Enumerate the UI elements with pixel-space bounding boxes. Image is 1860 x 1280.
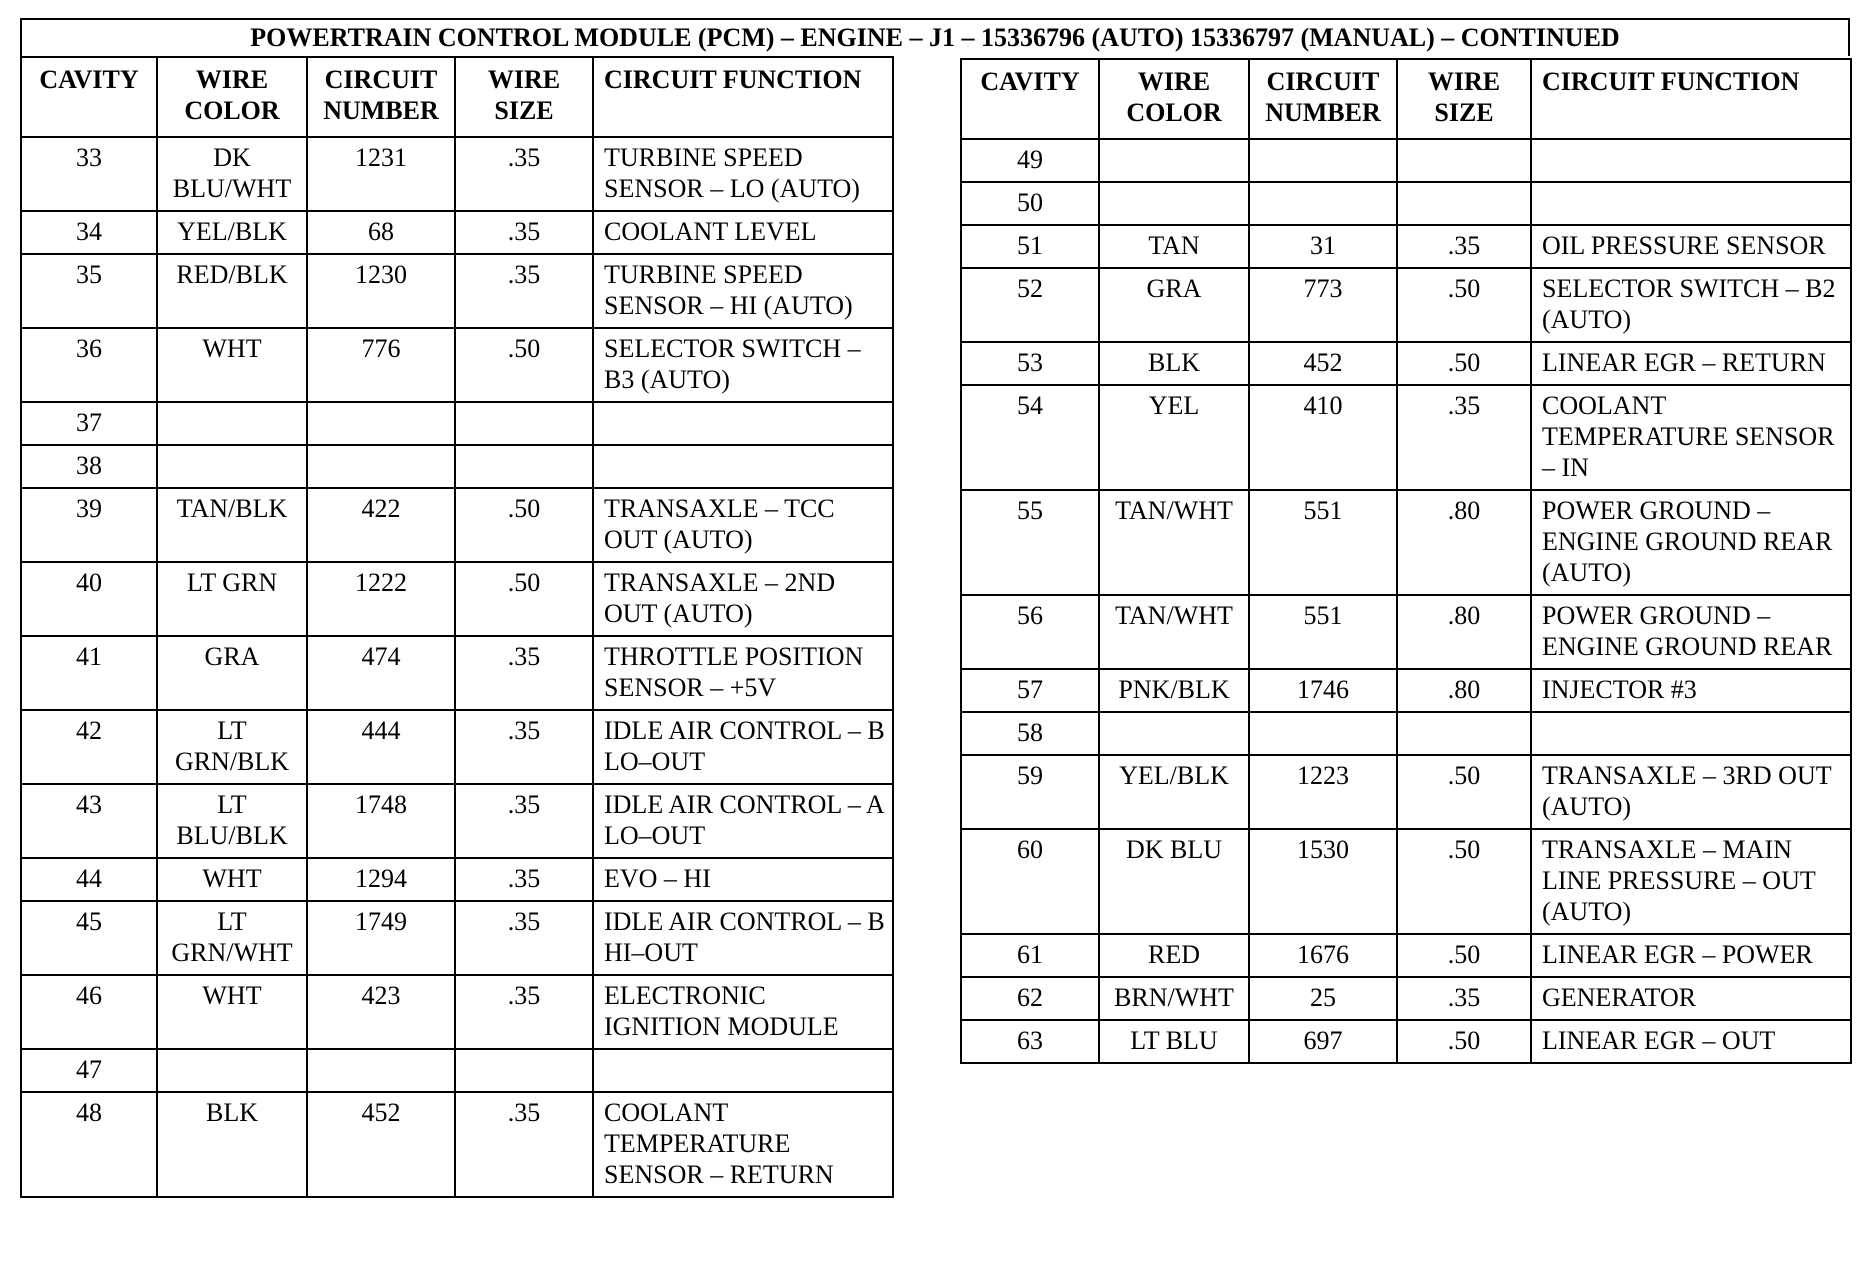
cell-wire-color: LT BLU/BLK (157, 784, 307, 858)
cell-circuit-number (1249, 139, 1397, 182)
cell-wire-size: .35 (455, 1092, 593, 1197)
table-row (21, 211, 893, 254)
cell-circuit-number: 1746 (1249, 669, 1397, 712)
cell-wire-size (1397, 182, 1531, 225)
cell-cavity: 37 (21, 402, 157, 445)
cell-cavity: 41 (21, 636, 157, 710)
cell-wire-color: DK BLU/WHT (157, 137, 307, 211)
cell-circuit-number: 551 (1249, 595, 1397, 669)
table-header-row (961, 59, 1851, 139)
cell-circuit-number: 1530 (1249, 829, 1397, 934)
cell-wire-size: .50 (455, 562, 593, 636)
cell-cavity: 45 (21, 901, 157, 975)
cell-cavity: 60 (961, 829, 1099, 934)
cell-wire-color: YEL/BLK (157, 211, 307, 254)
cell-wire-size: .50 (1397, 829, 1531, 934)
page-title: POWERTRAIN CONTROL MODULE (PCM) – ENGINE – J1 – 15336796 (AUTO) 15336797 (MANUAL) – CONTINUED (20, 18, 1850, 56)
cell-circuit-function: IDLE AIR CONTROL – B HI–OUT (593, 901, 893, 975)
table-row (21, 975, 893, 1049)
cell-wire-color (1099, 139, 1249, 182)
cell-wire-size: .35 (455, 254, 593, 328)
header-wire-size: WIRE SIZE (455, 57, 593, 137)
cell-wire-color (1099, 182, 1249, 225)
wiring-table-right (960, 58, 1852, 1064)
cell-wire-size: .50 (455, 488, 593, 562)
cell-wire-size: .50 (1397, 934, 1531, 977)
cell-cavity: 58 (961, 712, 1099, 755)
cell-wire-color: DK BLU (1099, 829, 1249, 934)
table-row (961, 182, 1851, 225)
header-circuit-function: CIRCUIT FUNCTION (593, 57, 893, 137)
table-row (21, 328, 893, 402)
cell-wire-size: .50 (455, 328, 593, 402)
table-row (21, 402, 893, 445)
header-wire-color: WIRE COLOR (157, 57, 307, 137)
header-circuit-number: CIRCUIT NUMBER (307, 57, 455, 137)
cell-circuit-function: GENERATOR (1531, 977, 1851, 1020)
cell-wire-color: GRA (157, 636, 307, 710)
cell-circuit-function: TRANSAXLE – TCC OUT (AUTO) (593, 488, 893, 562)
cell-circuit-number (307, 402, 455, 445)
cell-wire-color: TAN/WHT (1099, 490, 1249, 595)
table-row (961, 977, 1851, 1020)
table-row (21, 784, 893, 858)
cell-wire-size: .80 (1397, 669, 1531, 712)
cell-wire-color: WHT (157, 328, 307, 402)
table-row (961, 1020, 1851, 1063)
header-circuit-function: CIRCUIT FUNCTION (1531, 59, 1851, 139)
cell-wire-size: .35 (1397, 977, 1531, 1020)
cell-circuit-number: 31 (1249, 225, 1397, 268)
cell-cavity: 47 (21, 1049, 157, 1092)
table-row (961, 139, 1851, 182)
cell-cavity: 55 (961, 490, 1099, 595)
cell-wire-color: LT GRN (157, 562, 307, 636)
cell-circuit-function: INJECTOR #3 (1531, 669, 1851, 712)
cell-cavity: 63 (961, 1020, 1099, 1063)
cell-wire-size: .35 (455, 858, 593, 901)
cell-circuit-function: POWER GROUND – ENGINE GROUND REAR (1531, 595, 1851, 669)
cell-circuit-function (593, 1049, 893, 1092)
table-row (961, 490, 1851, 595)
cell-circuit-number: 1231 (307, 137, 455, 211)
cell-circuit-number: 1676 (1249, 934, 1397, 977)
cell-cavity: 62 (961, 977, 1099, 1020)
header-wire-color: WIRE COLOR (1099, 59, 1249, 139)
cell-cavity: 56 (961, 595, 1099, 669)
cell-wire-color: WHT (157, 975, 307, 1049)
cell-cavity: 49 (961, 139, 1099, 182)
cell-wire-size: .50 (1397, 755, 1531, 829)
cell-wire-size: .35 (1397, 385, 1531, 490)
cell-cavity: 38 (21, 445, 157, 488)
cell-circuit-number: 68 (307, 211, 455, 254)
header-cavity: CAVITY (21, 57, 157, 137)
cell-wire-size: .50 (1397, 1020, 1531, 1063)
cell-circuit-number (307, 1049, 455, 1092)
cell-circuit-function: TRANSAXLE – 3RD OUT (AUTO) (1531, 755, 1851, 829)
header-cavity: CAVITY (961, 59, 1099, 139)
cell-wire-size: .80 (1397, 595, 1531, 669)
cell-wire-size: .35 (455, 137, 593, 211)
cell-cavity: 40 (21, 562, 157, 636)
table-row (961, 225, 1851, 268)
table-row (961, 385, 1851, 490)
cell-wire-color: TAN/BLK (157, 488, 307, 562)
cell-cavity: 42 (21, 710, 157, 784)
cell-cavity: 59 (961, 755, 1099, 829)
cell-circuit-function: LINEAR EGR – OUT (1531, 1020, 1851, 1063)
cell-cavity: 48 (21, 1092, 157, 1197)
cell-circuit-number: 551 (1249, 490, 1397, 595)
cell-circuit-function: TRANSAXLE – MAIN LINE PRESSURE – OUT (AUTO) (1531, 829, 1851, 934)
table-row (961, 934, 1851, 977)
table-row (961, 829, 1851, 934)
cell-cavity: 44 (21, 858, 157, 901)
cell-circuit-function: COOLANT TEMPERATURE SENSOR – IN (1531, 385, 1851, 490)
cell-wire-color: PNK/BLK (1099, 669, 1249, 712)
cell-wire-size (455, 402, 593, 445)
cell-circuit-number: 452 (307, 1092, 455, 1197)
cell-circuit-number (1249, 712, 1397, 755)
cell-circuit-function (593, 402, 893, 445)
table-row (961, 712, 1851, 755)
cell-circuit-number: 1222 (307, 562, 455, 636)
cell-wire-color (157, 402, 307, 445)
cell-circuit-number: 697 (1249, 1020, 1397, 1063)
cell-wire-color: TAN (1099, 225, 1249, 268)
cell-cavity: 61 (961, 934, 1099, 977)
cell-circuit-number (307, 445, 455, 488)
cell-wire-color: TAN/WHT (1099, 595, 1249, 669)
cell-cavity: 39 (21, 488, 157, 562)
cell-circuit-number: 452 (1249, 342, 1397, 385)
table-row (961, 755, 1851, 829)
cell-circuit-number: 422 (307, 488, 455, 562)
cell-cavity: 51 (961, 225, 1099, 268)
cell-wire-color: BLK (157, 1092, 307, 1197)
cell-cavity: 52 (961, 268, 1099, 342)
cell-circuit-function: LINEAR EGR – POWER (1531, 934, 1851, 977)
table-row (21, 562, 893, 636)
table-row (21, 636, 893, 710)
cell-circuit-function (1531, 182, 1851, 225)
cell-circuit-number: 444 (307, 710, 455, 784)
cell-wire-color: YEL/BLK (1099, 755, 1249, 829)
cell-cavity: 54 (961, 385, 1099, 490)
cell-wire-size: .35 (455, 784, 593, 858)
cell-wire-color: BLK (1099, 342, 1249, 385)
header-wire-size: WIRE SIZE (1397, 59, 1531, 139)
table-row (961, 669, 1851, 712)
cell-circuit-function: TRANSAXLE – 2ND OUT (AUTO) (593, 562, 893, 636)
cell-circuit-number: 423 (307, 975, 455, 1049)
cell-cavity: 35 (21, 254, 157, 328)
table-header-row (21, 57, 893, 137)
cell-cavity: 43 (21, 784, 157, 858)
cell-circuit-function: SELECTOR SWITCH – B2 (AUTO) (1531, 268, 1851, 342)
cell-circuit-function: COOLANT LEVEL (593, 211, 893, 254)
cell-circuit-number (1249, 182, 1397, 225)
cell-wire-color (157, 1049, 307, 1092)
table-row (961, 595, 1851, 669)
cell-circuit-function (593, 445, 893, 488)
cell-circuit-function: ELECTRONIC IGNITION MODULE (593, 975, 893, 1049)
cell-circuit-function: OIL PRESSURE SENSOR (1531, 225, 1851, 268)
cell-wire-size: .35 (455, 211, 593, 254)
cell-wire-color: RED (1099, 934, 1249, 977)
cell-cavity: 57 (961, 669, 1099, 712)
wiring-table-left (20, 56, 894, 1198)
cell-wire-color: YEL (1099, 385, 1249, 490)
table-body (961, 139, 1851, 1063)
cell-cavity: 50 (961, 182, 1099, 225)
cell-wire-size (1397, 139, 1531, 182)
table-body (21, 137, 893, 1197)
cell-wire-color: WHT (157, 858, 307, 901)
cell-wire-size: .35 (455, 975, 593, 1049)
cell-circuit-number: 25 (1249, 977, 1397, 1020)
cell-circuit-function: COOLANT TEMPERATURE SENSOR – RETURN (593, 1092, 893, 1197)
cell-wire-color: BRN/WHT (1099, 977, 1249, 1020)
cell-cavity: 36 (21, 328, 157, 402)
cell-cavity: 53 (961, 342, 1099, 385)
cell-wire-size (455, 445, 593, 488)
cell-wire-color (1099, 712, 1249, 755)
cell-wire-size (455, 1049, 593, 1092)
cell-wire-size: .35 (455, 901, 593, 975)
cell-wire-size: .35 (455, 710, 593, 784)
table-row (961, 342, 1851, 385)
cell-cavity: 46 (21, 975, 157, 1049)
cell-cavity: 33 (21, 137, 157, 211)
cell-circuit-function: IDLE AIR CONTROL – B LO–OUT (593, 710, 893, 784)
table-row (21, 710, 893, 784)
cell-circuit-function (1531, 712, 1851, 755)
cell-wire-size (1397, 712, 1531, 755)
cell-wire-color: GRA (1099, 268, 1249, 342)
table-row (21, 137, 893, 211)
table-row (21, 1049, 893, 1092)
table-row (961, 268, 1851, 342)
cell-wire-color: LT BLU (1099, 1020, 1249, 1063)
cell-circuit-function: EVO – HI (593, 858, 893, 901)
cell-wire-size: .35 (455, 636, 593, 710)
cell-circuit-number: 474 (307, 636, 455, 710)
table-row (21, 254, 893, 328)
cell-circuit-function: TURBINE SPEED SENSOR – HI (AUTO) (593, 254, 893, 328)
cell-wire-size: .80 (1397, 490, 1531, 595)
cell-wire-color (157, 445, 307, 488)
cell-circuit-function: POWER GROUND – ENGINE GROUND REAR (AUTO) (1531, 490, 1851, 595)
cell-circuit-function: TURBINE SPEED SENSOR – LO (AUTO) (593, 137, 893, 211)
cell-circuit-function: THROTTLE POSITION SENSOR – +5V (593, 636, 893, 710)
cell-circuit-number: 1230 (307, 254, 455, 328)
cell-circuit-number: 1748 (307, 784, 455, 858)
cell-circuit-number: 773 (1249, 268, 1397, 342)
cell-wire-size: .50 (1397, 342, 1531, 385)
cell-wire-color: RED/BLK (157, 254, 307, 328)
cell-circuit-number: 1749 (307, 901, 455, 975)
cell-circuit-number: 776 (307, 328, 455, 402)
cell-wire-size: .50 (1397, 268, 1531, 342)
cell-circuit-function: IDLE AIR CONTROL – A LO–OUT (593, 784, 893, 858)
table-row (21, 1092, 893, 1197)
cell-circuit-function: SELECTOR SWITCH – B3 (AUTO) (593, 328, 893, 402)
cell-circuit-function: LINEAR EGR – RETURN (1531, 342, 1851, 385)
cell-circuit-function (1531, 139, 1851, 182)
table-row (21, 858, 893, 901)
table-row (21, 488, 893, 562)
cell-cavity: 34 (21, 211, 157, 254)
cell-circuit-number: 1294 (307, 858, 455, 901)
cell-wire-size: .35 (1397, 225, 1531, 268)
cell-circuit-number: 410 (1249, 385, 1397, 490)
cell-wire-color: LT GRN/BLK (157, 710, 307, 784)
table-row (21, 901, 893, 975)
cell-circuit-number: 1223 (1249, 755, 1397, 829)
cell-wire-color: LT GRN/WHT (157, 901, 307, 975)
header-circuit-number: CIRCUIT NUMBER (1249, 59, 1397, 139)
table-row (21, 445, 893, 488)
